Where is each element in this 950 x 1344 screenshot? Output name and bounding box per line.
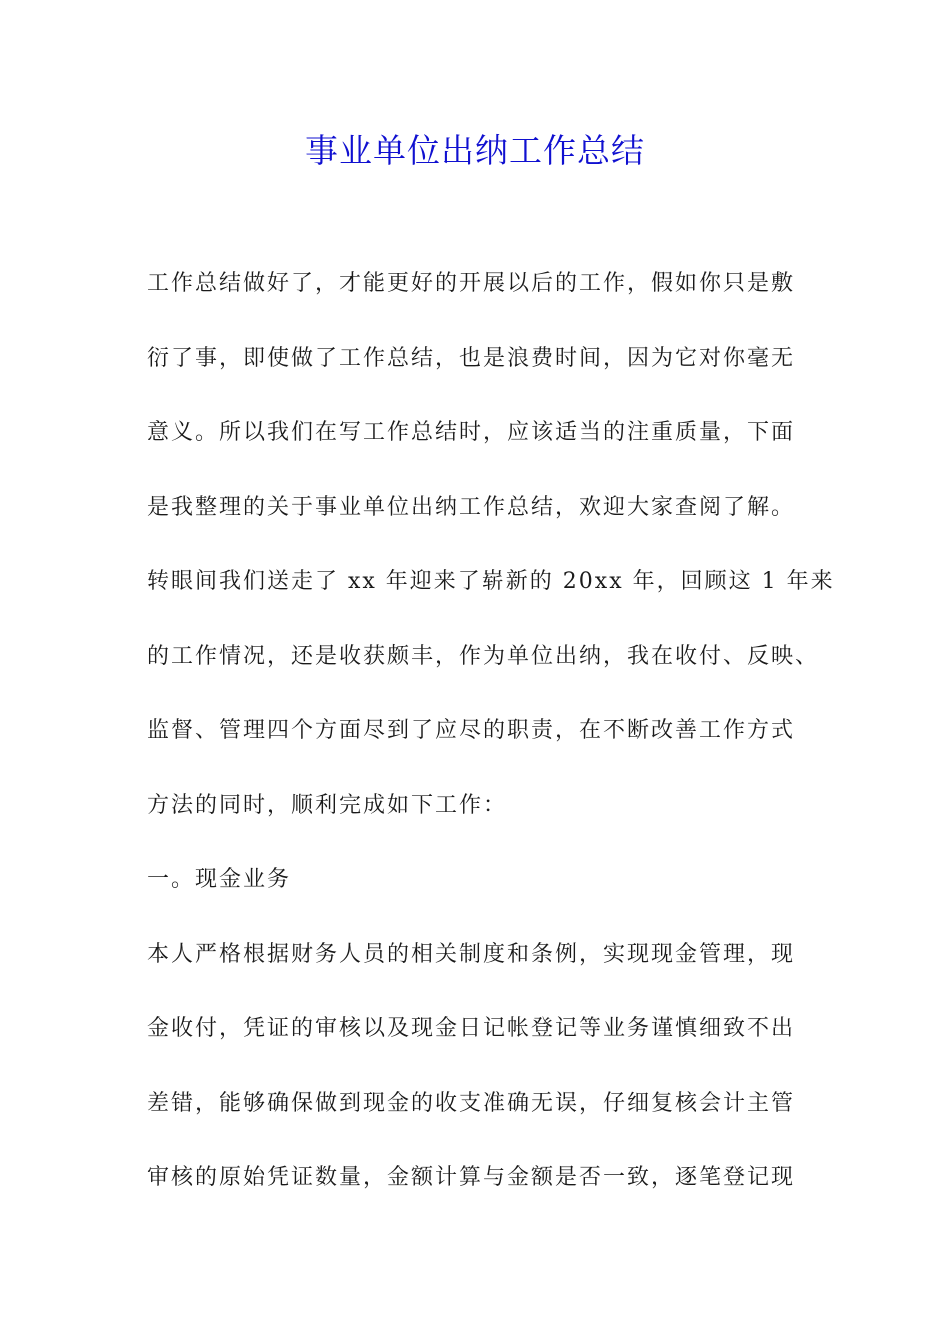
body-line: 本人严格根据财务人员的相关制度和条例，实现现金管理，现 <box>147 941 796 967</box>
body-line: 的工作情况，还是收获颇丰，作为单位出纳，我在收付、反映、 <box>147 643 820 669</box>
body-line: 是我整理的关于事业单位出纳工作总结，欢迎大家查阅了解。 <box>147 494 796 520</box>
section-heading: 一。现金业务 <box>147 867 292 892</box>
body-line: 差错，能够确保做到现金的收支准确无误，仔细复核会计主管 <box>147 1090 796 1116</box>
document-body <box>147 262 835 1231</box>
body-line: 金收付，凭证的审核以及现金日记帐登记等业务谨慎细致不出 <box>147 1016 796 1041</box>
body-line: 工作总结做好了，才能更好的开展以后的工作，假如你只是敷 <box>147 271 796 296</box>
body-line: 审核的原始凭证数量，金额计算与金额是否一致，逐笔登记现 <box>147 1165 796 1190</box>
body-line: 方法的同时，顺利完成如下工作： <box>147 792 508 818</box>
body-line: 意义。所以我们在写工作总结时，应该适当的注重质量，下面 <box>147 420 796 445</box>
body-line: 监督、管理四个方面尽到了应尽的职责，在不断改善工作方式 <box>147 718 796 743</box>
document-title: 事业单位出纳工作总结 <box>305 131 645 170</box>
body-line: 衍了事，即使做了工作总结，也是浪费时间，因为它对你毫无 <box>147 345 796 371</box>
body-line: 转眼间我们送走了 xx 年迎来了崭新的 20xx 年，回顾这 1 年来 <box>147 569 835 594</box>
